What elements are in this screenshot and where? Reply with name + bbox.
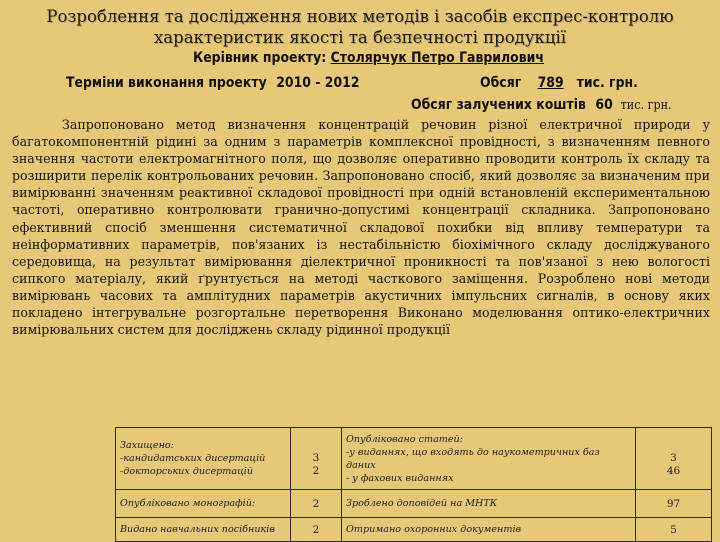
articles-item-2: - у фахових виданнях [346, 472, 454, 484]
defended-cell [116, 428, 291, 490]
project-term [66, 74, 360, 92]
raised-label: Обсяг залучених коштів [411, 97, 586, 113]
volume-value: 789 [537, 75, 564, 91]
title-line-1: Розроблення та дослідження нових методів і засобів експрес-контролю [46, 7, 674, 26]
defended-value-1: 3 [312, 451, 320, 464]
term-value: 2010 - 2012 [276, 75, 360, 91]
abstract-text: Запропоновано метод визначення концентрацій речовин різної електричної природи у багатокомпонентній рідині за одним з параметрів комплексної провідності, з визначенням певного значення частоти електромагнітного поля, що дозволяє оперативно проводити контроль їх складу та розширити перелік контрольованих речовин. Запропоновано спосіб, який дозволяє за визначеним при вимірюванні значенням реактивної складової провідності при одній встановленій експериментальною частоті, оперативно контролювати гранично-допустимі концентрації складника. Запропоновано ефективний спосіб зменшення систематичної складової похибки від впливу температури та неінформативних параметрів, пов'язаних із нестабільністю біохімічного складу досліджуваного середовища, на результат вимірювання діелектричної проникності та пов'язаної з нею вологості сипкого матеріалу, який ґрунтується на методі часткового заміщення. Розроблено нові методи вимірювань часових та амплітудних параметрів акустичних імпульсних сигналів, в основу яких покладено інтегрувальне розгортальне перетворення Виконано моделювання оптико-електричних вимірювальних систем для досліджень складу рідинної продукції [12, 117, 710, 338]
monographs-value: 2 [291, 490, 342, 518]
project-raised [411, 96, 672, 115]
volume-label: Обсяг [480, 75, 522, 91]
articles-values [636, 428, 712, 490]
articles-label: Опубліковано статей: [346, 433, 463, 445]
defended-item-1: -кандидатських дисертацій [120, 453, 266, 464]
patents-label: Отримано охоронних документів [342, 518, 636, 542]
articles-value-1: 3 [670, 451, 677, 464]
patents-value: 5 [636, 518, 712, 542]
leader-name: Столярчук Петро Гаврилович [330, 50, 544, 66]
defended-item-2: -докторських дисертацій [120, 466, 254, 477]
raised-unit: тис. грн. [620, 98, 672, 113]
articles-cell [342, 428, 636, 490]
monographs-label: Опубліковано монографій: [116, 490, 291, 518]
title-line-2: характеристик якості та безпечності продукції [153, 28, 567, 47]
volume-unit: тис. грн. [576, 75, 638, 91]
leader-label: Керівник проекту: [193, 50, 327, 66]
project-volume [480, 74, 638, 92]
table-row [116, 428, 712, 490]
term-label: Терміни виконання проекту [66, 75, 267, 91]
page-title [0, 6, 720, 48]
defended-label: Захищено: [120, 440, 174, 451]
textbooks-label: Видано навчальних посібників [116, 518, 291, 542]
defended-value-2: 2 [312, 464, 320, 477]
defended-values [291, 428, 342, 490]
project-leader [193, 49, 544, 67]
reports-value: 97 [636, 490, 712, 518]
reports-label: Зроблено доповідей на МНТК [342, 490, 636, 518]
stats-table [115, 427, 712, 542]
raised-value: 60 [595, 97, 613, 113]
articles-item-1: -у виданнях, що входять до наукометричних баз даних [346, 446, 600, 471]
articles-value-2: 46 [666, 464, 681, 477]
table-row [116, 518, 712, 542]
textbooks-value: 2 [291, 518, 342, 542]
table-row [116, 490, 712, 518]
